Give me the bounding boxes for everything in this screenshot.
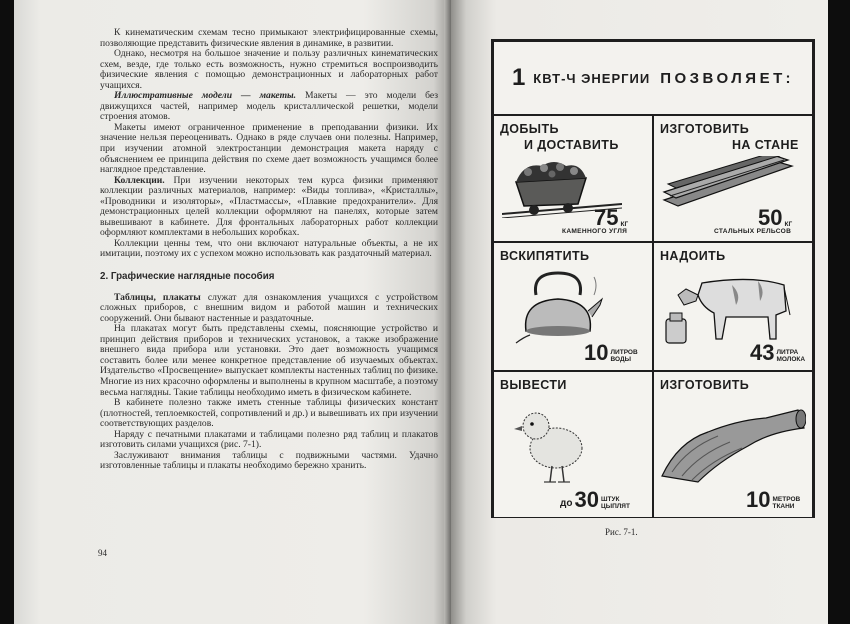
right-page (451, 0, 828, 624)
poster-head-number: 1 (511, 64, 526, 91)
collections-lead: Коллекции. (114, 174, 165, 186)
tables-text: служат для ознакомления учащихся с устройством сложных приборов, с внешним видом и работой машин и технических сооружений. Они бывают настенные и раздаточные. (100, 291, 438, 324)
cell-title: ДОБЫТЬ (500, 122, 559, 136)
paragraph-collections (100, 176, 438, 239)
unit-line2: ТКАНИ (772, 503, 795, 510)
page-number: 94 (98, 548, 107, 558)
cell-title: ИЗГОТОВИТЬ (660, 378, 750, 392)
left-page-text (100, 28, 438, 472)
poster-head-unit: КВТ-Ч ЭНЕРГИИ (533, 70, 651, 86)
quantity-unit (601, 496, 630, 510)
quantity-unit (772, 496, 800, 510)
scan-edge-right (828, 0, 850, 624)
unit-line1: ЛИТРА (776, 349, 799, 356)
paragraph-models (100, 91, 438, 123)
cell-quantity (746, 487, 801, 512)
quantity-number: 10 (746, 487, 771, 512)
cell-title: ИЗГОТОВИТЬ (660, 122, 750, 136)
cell-quantity (584, 340, 638, 365)
quantity-unit (610, 349, 637, 363)
fabric-roll-icon (658, 402, 806, 484)
models-text: Макеты — это модели без движущихся частей, например модель кристаллической решетки, модели строения атомов. (100, 90, 438, 123)
cell-quantity (750, 340, 806, 365)
quantity-label: КАМЕННОГО УГЛЯ (562, 228, 628, 235)
paragraph: Заслуживают внимания таблицы с подвижными частями. Удачно изготовленные таблицы и плакаты необходимо бережно хранить. (100, 449, 438, 472)
poster-head-verb: ПОЗВОЛЯЕТ: (660, 69, 795, 87)
unit-line1: МЕТРОВ (772, 496, 801, 503)
poster-cell-coal (494, 114, 654, 241)
poster-grid (494, 114, 812, 515)
cell-title-line2: И ДОСТАВИТЬ (524, 138, 619, 152)
paragraph: Коллекции ценны тем, что они включают натуральные объекты, а не их имитации, поэтому их с успехом можно использовать как раздаточный материал. (100, 237, 438, 260)
poster-figure (491, 39, 815, 518)
paragraph: Однако, несмотря на большое значение и пользу различных кинематических схем, везде, где только есть возможность, нужно стремиться воспроизводить физические явления с помощью демонстрационных и лабораторных работ учащихся. (100, 48, 438, 91)
left-page (14, 0, 451, 624)
paragraph: Макеты имеют ограниченное применение в преподавании физики. Их значение нельзя переоценивать. Однако в ряде случаев они полезны. Например, при изучении атомной электростанции демонстрация макета наряду с объяснением ее принципа действия по схеме дает возможность учащимся более наглядное представление. (100, 121, 438, 176)
cell-quantity (594, 205, 629, 230)
poster-cell-chick (494, 370, 654, 517)
quantity-number: 43 (750, 340, 775, 365)
tables-lead: Таблицы, плакаты (114, 291, 201, 303)
unit-line2: ВОДЫ (610, 356, 631, 363)
collections-text: При изучении некоторых тем курса физики применяют коллекции различных материалов, например: «Виды топлива», «Кристаллы», «Проводники и изоляторы», «Пластмассы», «Плавкие предохранители». Для демонстрационных целей коллекции оформляют на панелях, которые затем вывешивают в кабинете. Для фронтальных лабораторных работ коллекции оформляют комплектами в небольших коробках. (100, 174, 438, 239)
unit-line2: МОЛОКА (776, 356, 806, 363)
chick-icon (508, 398, 598, 488)
quantity-unit: КГ (620, 221, 629, 228)
models-lead: Иллюстративные модели — макеты. (114, 90, 297, 102)
poster-cell-kettle (494, 241, 654, 370)
poster-cell-rails (654, 114, 812, 241)
quantity-label: СТАЛЬНЫХ РЕЛЬСОВ (714, 228, 792, 235)
poster-heading (494, 42, 812, 114)
paragraph: На плакатах могут быть представлены схемы, поясняющие устройство и принцип действия приборов и технических установок, а также изображение внешнего вида прибора или установки. Это дает возможность учащимся составить более или менее конкретное представление об изучаемых объектах. Издательство «Просвещение» выпускает комплекты настенных таблиц по физике. Многие из них красочно оформлены и выполнены в крупном масштабе, а поэтому весьма наглядны. Такие таблицы необходимо иметь в физическом кабинете. (100, 323, 438, 398)
figure-caption: Рис. 7-1. (605, 527, 638, 537)
cell-title: НАДОИТЬ (660, 249, 726, 263)
cell-title: ВСКИПЯТИТЬ (500, 249, 590, 263)
poster-cell-fabric (654, 370, 812, 517)
scan-edge-left (0, 0, 14, 624)
kettle-icon (514, 265, 604, 345)
cell-quantity (758, 205, 793, 230)
unit-line2: ЦЫПЛЯТ (600, 503, 630, 510)
quantity-number: 50 (758, 205, 783, 230)
cell-quantity (560, 487, 630, 512)
quantity-number: 30 (574, 487, 599, 512)
quantity-prefix: до (560, 498, 573, 509)
paragraph: В кабинете полезно также иметь стенные таблицы физических констант (плотностей, теплоемкостей, сопротивлений и др.) и вывешивать их при изучении соответствующих разделов. (100, 397, 438, 430)
quantity-unit: КГ (784, 221, 793, 228)
quantity-unit (776, 349, 805, 363)
section-heading: 2. Графические наглядные пособия (100, 271, 275, 283)
quantity-number: 75 (594, 205, 619, 230)
cell-title-line2: НА СТАНЕ (732, 138, 799, 152)
cell-title: ВЫВЕСТИ (500, 378, 567, 392)
paragraph: К кинематическим схемам тесно примыкают электрифицированные схемы, позволяющие представить физические явления в динамике, в развитии. (100, 27, 438, 49)
rails-icon (660, 156, 800, 208)
paragraph: Наряду с печатными плакатами и таблицами полезно ряд таблиц и плакатов изготовить силами учащихся (рис. 7-1). (100, 428, 438, 451)
unit-line1: ШТУК (600, 496, 620, 503)
quantity-number: 10 (584, 340, 609, 365)
unit-line1: ЛИТРОВ (610, 349, 638, 356)
paragraph-tables (100, 293, 438, 325)
cow-icon (662, 265, 802, 345)
poster-cell-cow (654, 241, 812, 370)
